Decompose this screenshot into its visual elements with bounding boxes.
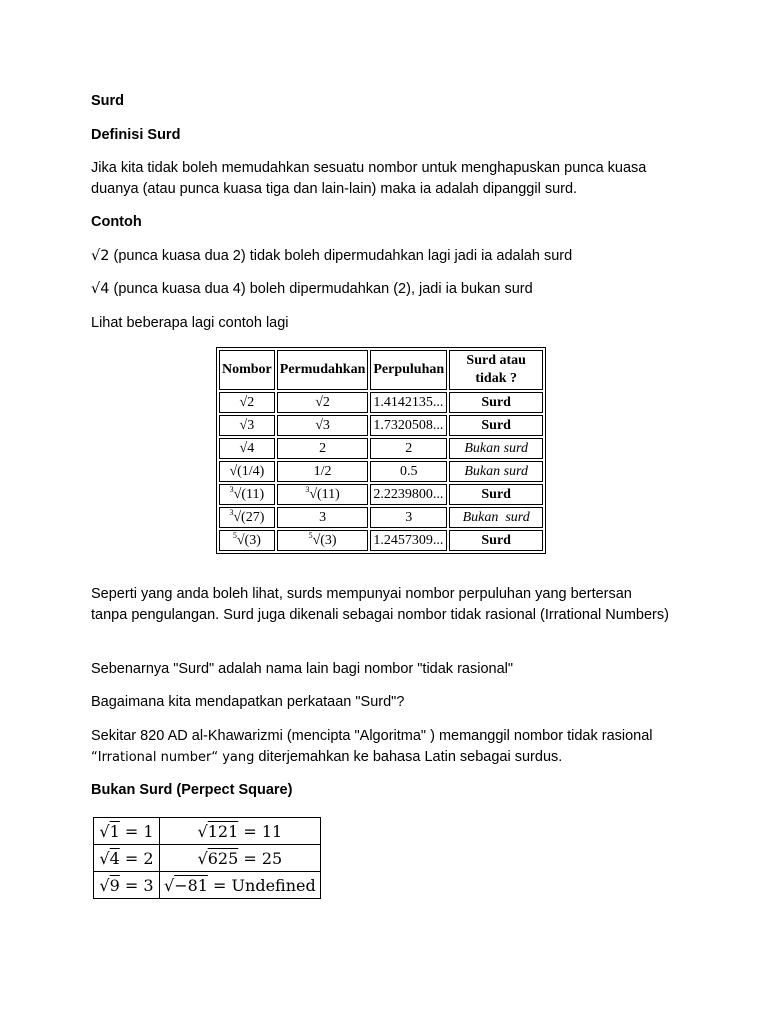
cell-number: √4 [219, 438, 275, 459]
table-row [94, 845, 321, 872]
header-surd-atau-tidak: Surd atau tidak ? [449, 350, 543, 390]
cell-decimal: 3 [370, 507, 447, 528]
perfect-square-heading: Bukan Surd (Perpect Square) [91, 782, 293, 798]
table-row [94, 818, 321, 845]
cell-number: √(1/4) [219, 461, 275, 482]
cell-result: Bukan surd [449, 438, 543, 459]
perfect-cell-left: √9 = 3 [94, 872, 160, 899]
example-1 [91, 246, 691, 267]
sqrt-4-symbol: √4 [91, 281, 110, 297]
table-row [219, 530, 543, 551]
cell-simplified: √2 [277, 392, 369, 413]
paragraph-surd-name: Sebenarnya "Surd" adalah nama lain bagi nombor "tidak rasional" [91, 661, 514, 677]
definition-text: Jika kita tidak boleh memudahkan sesuatu nombor untuk menghapuskan punca kuasa duanya (atau punca kuasa tiga dan lain-lain) maka ia adalah dipanggil surd. [91, 160, 647, 197]
header-perpuluhan: Perpuluhan [370, 350, 447, 390]
cell-number: √2 [219, 392, 275, 413]
paragraph-question: Bagaimana kita mendapatkan perkataan "Surd"? [91, 694, 405, 710]
cell-simplified: $^5$√(3) [277, 530, 369, 551]
history-text-c: diterjemahkan ke bahasa Latin sebagai surdus. [254, 749, 563, 765]
table-row [219, 438, 543, 459]
cell-number: $^3$√(27) [219, 507, 275, 528]
table-row [219, 461, 543, 482]
perfect-cell-right: √121 = 11 [160, 818, 321, 845]
example-2 [91, 279, 691, 300]
cell-result: Bukan surd [449, 507, 543, 528]
cell-result: Surd [449, 415, 543, 436]
cell-number: $^3$√(11) [219, 484, 275, 505]
cell-decimal: 2.2239800... [370, 484, 447, 505]
cell-result: Bukan surd [449, 461, 543, 482]
cell-simplified: √3 [277, 415, 369, 436]
cell-decimal: 1.4142135... [370, 392, 447, 413]
cell-simplified: 1/2 [277, 461, 369, 482]
paragraph-irrational: Seperti yang anda boleh lihat, surds mempunyai nombor perpuluhan yang bertersan tanpa pengulangan. Surd juga dikenali sebagai nombor tidak rasional (Irrational Numbers) [91, 586, 669, 623]
surd-examples-table [216, 347, 546, 554]
perfect-square-table [93, 817, 321, 899]
cell-simplified: 3 [277, 507, 369, 528]
cell-decimal: 1.2457309... [370, 530, 447, 551]
header-nombor: Nombor [219, 350, 275, 390]
table-row [219, 507, 543, 528]
perfect-cell-left: √1 = 1 [94, 818, 160, 845]
perfect-cell-right: √625 = 25 [160, 845, 321, 872]
history-text-a: Sekitar 820 AD al-Khawarizmi (mencipta "Algoritma" ) memanggil nombor tidak rasional [91, 728, 653, 744]
table-row [219, 484, 543, 505]
cell-number: √3 [219, 415, 275, 436]
perfect-cell-left: √4 = 2 [94, 845, 160, 872]
cell-result: Surd [449, 530, 543, 551]
paragraph-history [91, 726, 671, 768]
table-row [219, 392, 543, 413]
sqrt-2-symbol: √2 [91, 248, 110, 264]
cell-simplified: $^3$√(11) [277, 484, 369, 505]
example-2-text: (punca kuasa dua 4) boleh dipermudahkan (2), jadi ia bukan surd [109, 281, 533, 297]
page-title: Surd [91, 93, 125, 109]
cell-result: Surd [449, 484, 543, 505]
cell-result: Surd [449, 392, 543, 413]
cell-decimal: 2 [370, 438, 447, 459]
example-1-text: (punca kuasa dua 2) tidak boleh dipermudahkan lagi jadi ia adalah surd [109, 248, 573, 264]
cell-decimal: 0.5 [370, 461, 447, 482]
cell-decimal: 1.7320508... [370, 415, 447, 436]
definition-heading: Definisi Surd [91, 127, 181, 143]
perfect-cell-right: √−81 = Undefined [160, 872, 321, 899]
more-examples-text: Lihat beberapa lagi contoh lagi [91, 315, 289, 331]
cell-number: $^5$√(3) [219, 530, 275, 551]
header-permudahkan: Permudahkan [277, 350, 369, 390]
table-row [219, 415, 543, 436]
history-text-quote: “Irrational number“ yang [91, 750, 255, 765]
table-header-row [219, 350, 543, 390]
example-heading: Contoh [91, 214, 142, 230]
table-row [94, 872, 321, 899]
cell-simplified: 2 [277, 438, 369, 459]
